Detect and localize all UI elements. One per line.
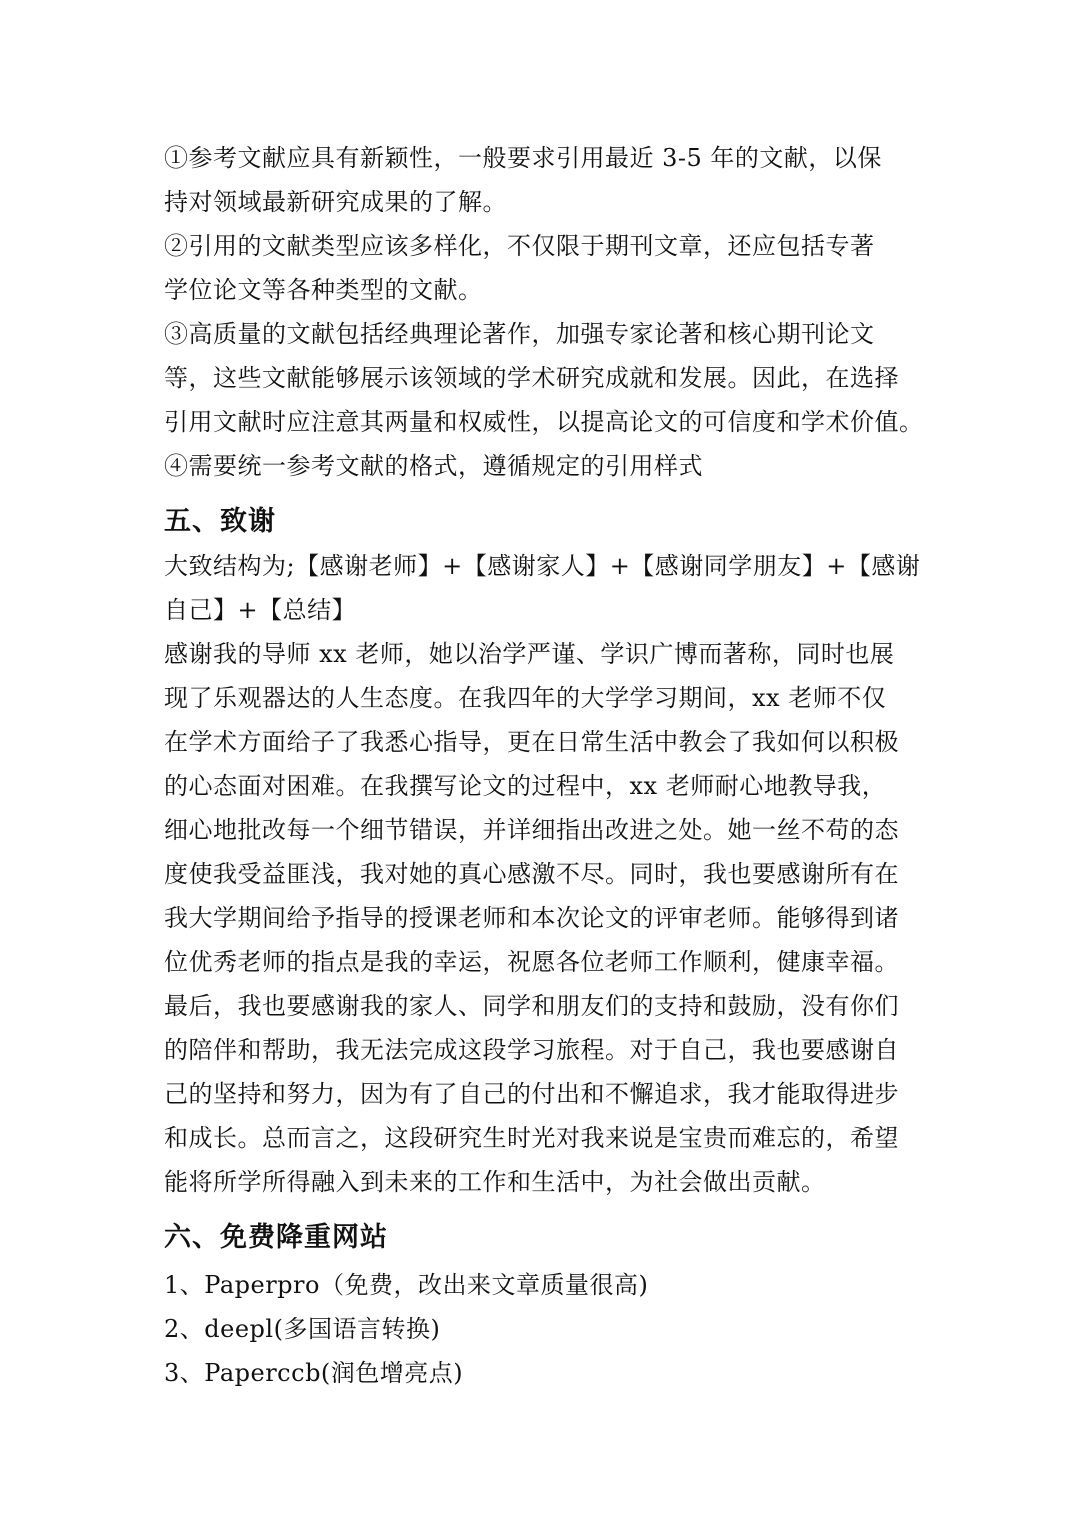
- list-item: 3、Paperccb(润色增亮点): [164, 1359, 464, 1387]
- section-acknowledgements: [164, 500, 944, 1204]
- text-line: 学位论文等各种类型的文献。: [164, 276, 483, 304]
- list-item: 1、Paperpro（免费，改出来文章质量很高): [164, 1271, 649, 1299]
- list-item: 2、deepl(多国语言转换): [164, 1315, 441, 1343]
- text-line: 在学术方面给子了我悉心指导，更在日常生活中教会了我如何以积极: [164, 728, 899, 756]
- text-line: 感谢我的导师 xx 老师，她以治学严谨、学识广博而著称，同时也展: [164, 640, 895, 668]
- text-line: 的心态面对困难。在我撰写论文的过程中，xx 老师耐心地教导我，: [164, 772, 887, 800]
- text-line: 我大学期间给予指导的授课老师和本次论文的评审老师。能够得到诸: [164, 904, 899, 932]
- text-line: 大致结构为;【感谢老师】+【感谢家人】+【感谢同学朋友】+【感谢: [164, 552, 921, 580]
- text-line: ④需要统一参考文献的格式，遵循规定的引用样式: [164, 452, 703, 480]
- section-heading: 五、致谢: [164, 506, 276, 537]
- document-page: [164, 136, 944, 1395]
- text-line: 位优秀老师的指点是我的幸运，祝愿各位老师工作顺利，健康幸福。: [164, 948, 899, 976]
- text-line: 和成长。总而言之，这段研究生时光对我来说是宝贵而难忘的，希望: [164, 1124, 899, 1152]
- references-notes: [164, 136, 944, 488]
- section-free-sites: [164, 1216, 944, 1395]
- text-line: 自己】+【总结】: [164, 596, 357, 624]
- text-line: 最后，我也要感谢我的家人、同学和朋友们的支持和鼓励，没有你们: [164, 992, 899, 1020]
- text-line: ③高质量的文献包括经典理论著作，加强专家论著和核心期刊论文: [164, 320, 875, 348]
- text-line: 引用文献时应注意其两量和权威性，以提高论文的可信度和学术价值。: [164, 408, 924, 436]
- text-line: 能将所学所得融入到未来的工作和生活中，为社会做出贡献。: [164, 1168, 826, 1196]
- text-line: 细心地批改每一个细节错误，并详细指出改进之处。她一丝不苟的态: [164, 816, 899, 844]
- text-line: 度使我受益匪浅，我对她的真心感激不尽。同时，我也要感谢所有在: [164, 860, 899, 888]
- text-line: 持对领域最新研究成果的了解。: [164, 188, 507, 216]
- text-line: 己的坚持和努力，因为有了自己的付出和不懈追求，我才能取得进步: [164, 1080, 899, 1108]
- text-line: 的陪伴和帮助，我无法完成这段学习旅程。对于自己，我也要感谢自: [164, 1036, 899, 1064]
- section-heading: 六、免费降重网站: [164, 1222, 388, 1253]
- text-line: 现了乐观器达的人生态度。在我四年的大学学习期间，xx 老师不仅: [164, 684, 887, 712]
- text-line: ①参考文献应具有新颖性，一般要求引用最近 3-5 年的文献，以保: [164, 144, 882, 172]
- text-line: 等，这些文献能够展示该领域的学术研究成就和发展。因此，在选择: [164, 364, 899, 392]
- text-line: ②引用的文献类型应该多样化，不仅限于期刊文章，还应包括专著: [164, 232, 875, 260]
